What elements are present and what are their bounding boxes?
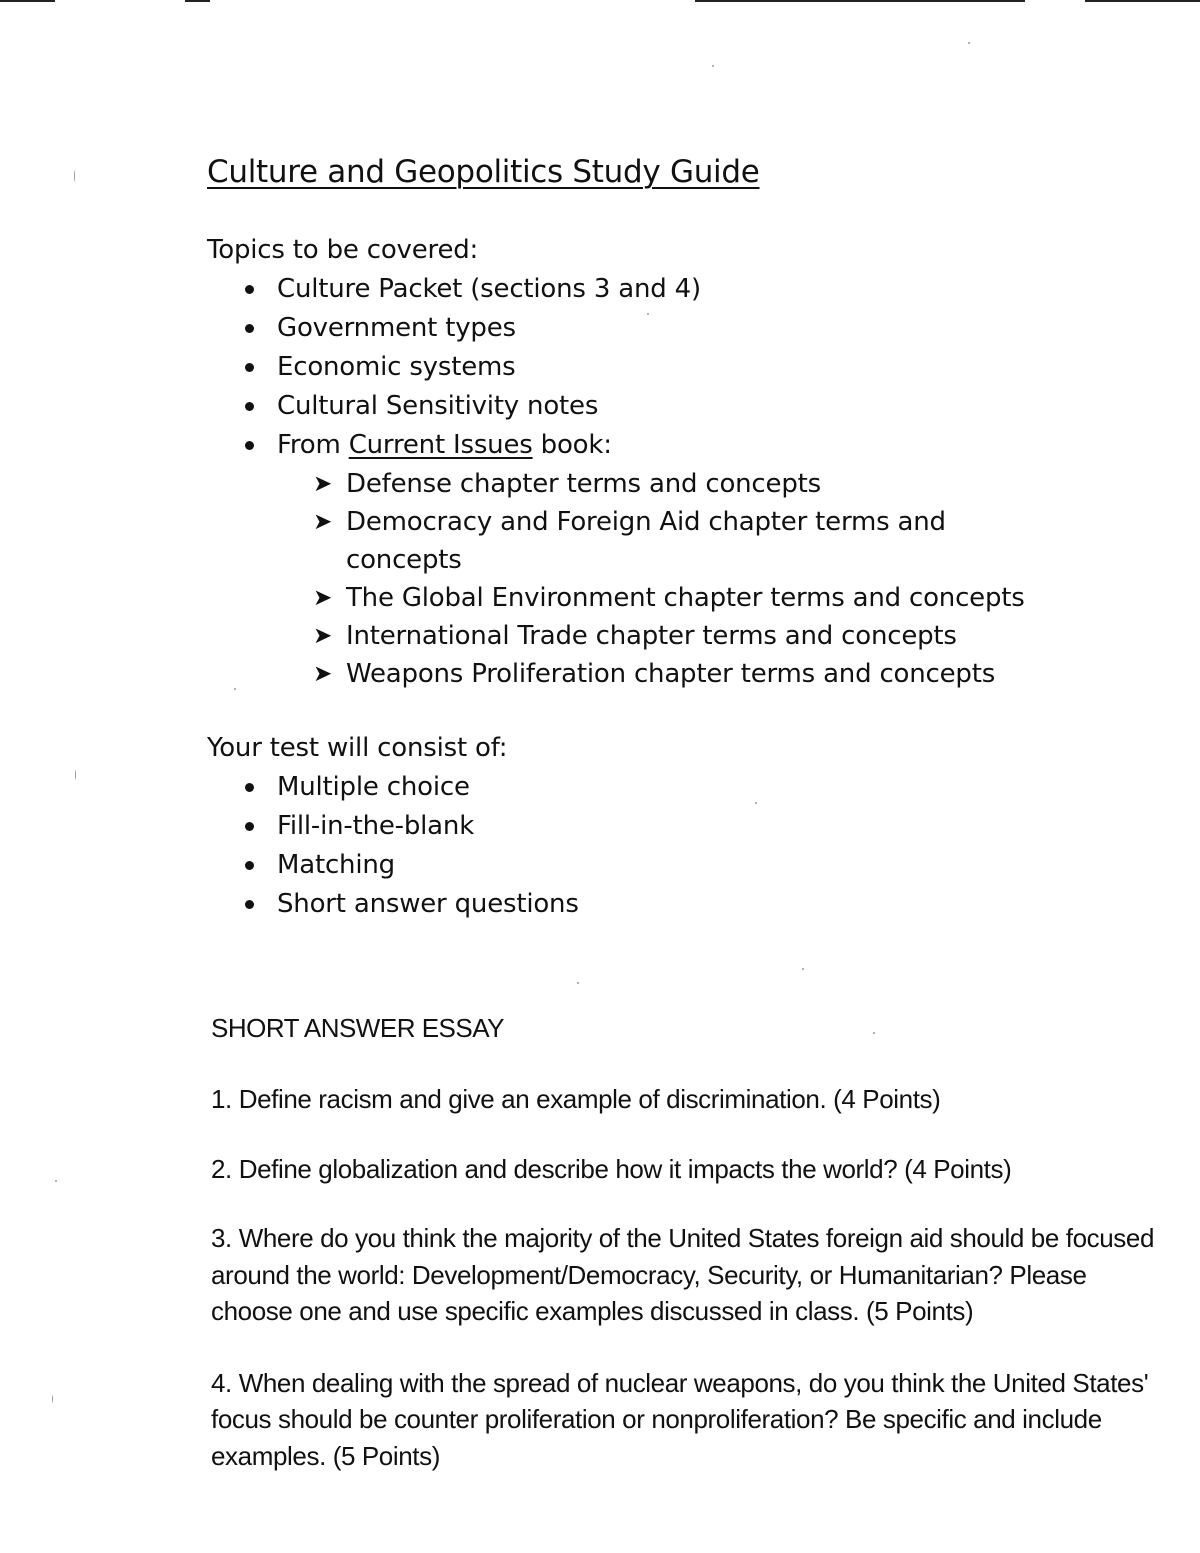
list-item	[207, 807, 1167, 846]
chapter-text: Weapons Proliferation chapter terms and concepts	[346, 659, 996, 689]
bullet-icon	[245, 900, 254, 909]
scan-edge-line	[185, 0, 210, 2]
bullet-icon	[245, 783, 254, 792]
scan-speck	[52, 1395, 53, 1403]
list-item	[207, 655, 1106, 693]
scan-speck	[802, 968, 804, 970]
bullet-icon	[245, 285, 254, 294]
test-items-list	[207, 768, 1167, 924]
list-item	[207, 465, 1036, 503]
bullet-icon	[245, 861, 254, 870]
list-item	[207, 768, 1167, 807]
essay-question: 1. Define racism and give an example of discrimination. (4 Points)	[211, 1084, 941, 1114]
topic-text: Culture Packet (sections 3 and 4)	[277, 274, 701, 304]
study-guide	[207, 150, 1167, 924]
bullet-icon	[245, 441, 254, 450]
test-item-text: Short answer questions	[277, 889, 579, 919]
test-item-text: Multiple choice	[277, 772, 470, 802]
bullet-icon	[245, 363, 254, 372]
bullet-icon	[245, 402, 254, 411]
list-item	[207, 503, 1036, 579]
essay-question: 2. Define globalization and describe how it impacts the world? (4 Points)	[211, 1153, 1012, 1184]
list-item	[207, 579, 1036, 617]
arrowhead-icon: ➤	[313, 585, 333, 611]
essay-section	[211, 1009, 1171, 1474]
test-item-text: Matching	[277, 850, 395, 880]
topics-label: Topics to be covered:	[207, 235, 479, 265]
chapters-list	[207, 465, 1167, 693]
bullet-icon	[245, 822, 254, 831]
topic-text: Government types	[277, 313, 516, 343]
scan-speck	[712, 65, 714, 67]
arrowhead-icon: ➤	[313, 471, 333, 497]
chapter-text: Defense chapter terms and concepts	[346, 469, 821, 499]
scan-speck	[968, 42, 970, 44]
scan-edge-line	[695, 0, 1025, 2]
scan-speck	[75, 770, 76, 780]
list-item	[207, 885, 1167, 924]
essay-question: 4. When dealing with the spread of nuclear weapons, do you think the United States' focus should be counter proliferation or nonproliferation? Be specific and include examples. (5 Points)	[211, 1367, 1149, 1471]
topic-text: book:	[532, 430, 612, 460]
book-title: Current Issues	[348, 430, 533, 460]
list-item	[207, 387, 1167, 426]
chapter-text: The Global Environment chapter terms and concepts	[346, 583, 1025, 613]
scan-edge-line	[1085, 0, 1200, 2]
test-label: Your test will consist of:	[207, 733, 508, 763]
scan-edge-line	[0, 0, 55, 2]
scan-speck	[55, 1180, 57, 1182]
arrowhead-icon: ➤	[313, 623, 333, 649]
scan-speck	[577, 982, 579, 984]
list-item	[207, 309, 1167, 348]
list-item	[207, 846, 1167, 885]
topics-list	[207, 270, 1167, 465]
topic-text: From	[277, 430, 349, 460]
chapter-text: Democracy and Foreign Aid chapter terms and concepts	[346, 507, 946, 575]
bullet-icon	[245, 324, 254, 333]
chapter-text: International Trade chapter terms and concepts	[346, 621, 957, 651]
list-item	[207, 617, 1106, 655]
list-item	[207, 348, 1167, 387]
arrowhead-icon: ➤	[313, 661, 333, 687]
list-item	[207, 270, 1167, 309]
topic-text: Economic systems	[277, 352, 516, 382]
test-item-text: Fill-in-the-blank	[277, 811, 475, 841]
arrowhead-icon: ➤	[313, 509, 333, 535]
essay-heading: SHORT ANSWER ESSAY	[211, 1013, 504, 1043]
scan-speck	[74, 170, 75, 182]
page-title: Culture and Geopolitics Study Guide	[207, 154, 760, 190]
topic-text: Cultural Sensitivity notes	[277, 391, 599, 421]
list-item	[207, 426, 1167, 465]
essay-question: 3. Where do you think the majority of the United States foreign aid should be focused around the world: Development/Democracy, Security, or Humanitarian? Please choose one and use specific examples discussed in class. (5 Points)	[211, 1223, 1155, 1326]
